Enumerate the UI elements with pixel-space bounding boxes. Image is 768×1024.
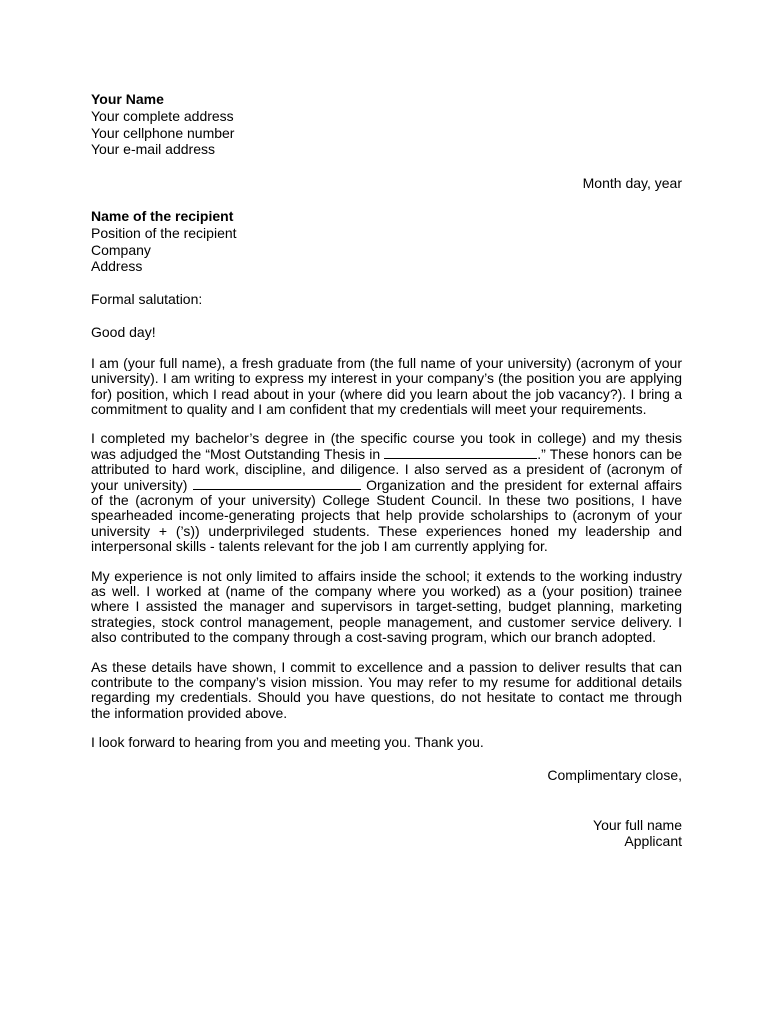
sender-block [91,91,682,158]
recipient-company: Company [91,241,151,258]
cover-letter [91,91,682,850]
recipient-name: Name of the recipient [91,207,234,224]
signer-full-name: Your full name [593,816,682,833]
recipient-block [91,208,682,275]
letter-date: Month day, year [582,175,682,192]
body-paragraph-3: My experience is not only limited to affairs inside the school; it extends to the working industry as well. I worked at (name of the company where you worked) as a (your position) trainee where I assisted the manager and supervisors in target-setting, budget planning, marketing strategies, stock control management, people management, and customer service delivery. I also contributed to the company through a cost-saving program, which our branch adopted. [91,567,682,646]
sender-name: Your Name [91,91,164,107]
organization-blank-line [193,478,361,490]
recipient-position: Position of the recipient [91,224,237,241]
thesis-blank-line [384,447,537,459]
body-paragraph-5: I look forward to hearing from you and meeting you. Thank you. [91,734,484,751]
body-paragraph-4: As these details have shown, I commit to excellence and a passion to deliver results that can contribute to the company’s vision mission. You may refer to my resume for additional details regarding my credentials. Should you have questions, do not hesitate to contact me through the information provided above. [91,658,682,721]
recipient-address: Address [91,258,143,275]
sender-phone: Your cellphone number [91,124,235,141]
sender-address: Your complete address [91,107,234,124]
body-paragraph-2 [91,431,682,554]
signer-title: Applicant [624,833,682,850]
greeting: Good day! [91,323,156,340]
salutation: Formal salutation: [91,291,203,308]
body-paragraph-2-part-2: .” These honors can be attributed to hard work, discipline, and diligence. I also served as a president of (acronym of your university) [91,445,682,493]
body-paragraph-2-part-3: Organization and the president for external affairs of the (acronym of your university) College Student Council. In these two positions, I have spearheaded income-generating projects that help provide scholarships to (acronym of your university + (’s)) underprivileged students. These experiences honed my leadership and interpersonal skills - talents relevant for the job I am currently applying for. [91,476,682,555]
complimentary-close: Complimentary close, [547,766,682,783]
body-paragraph-2-part-1: I completed my bachelor’s degree in (the specific course you took in college) and my thesis was adjudged the “Most Outstanding Thesis in [91,430,682,462]
body-paragraph-1: I am (your full name), a fresh graduate from (the full name of your university) (acronym of your university). I am writing to express my interest in your company’s (the position you are applying for) position, which I read about in your (where did you learn about the job vacancy?). I bring a commitment to quality and I am confident that my credentials will meet your requirements. [91,354,682,417]
sender-email: Your e-mail address [91,141,215,158]
